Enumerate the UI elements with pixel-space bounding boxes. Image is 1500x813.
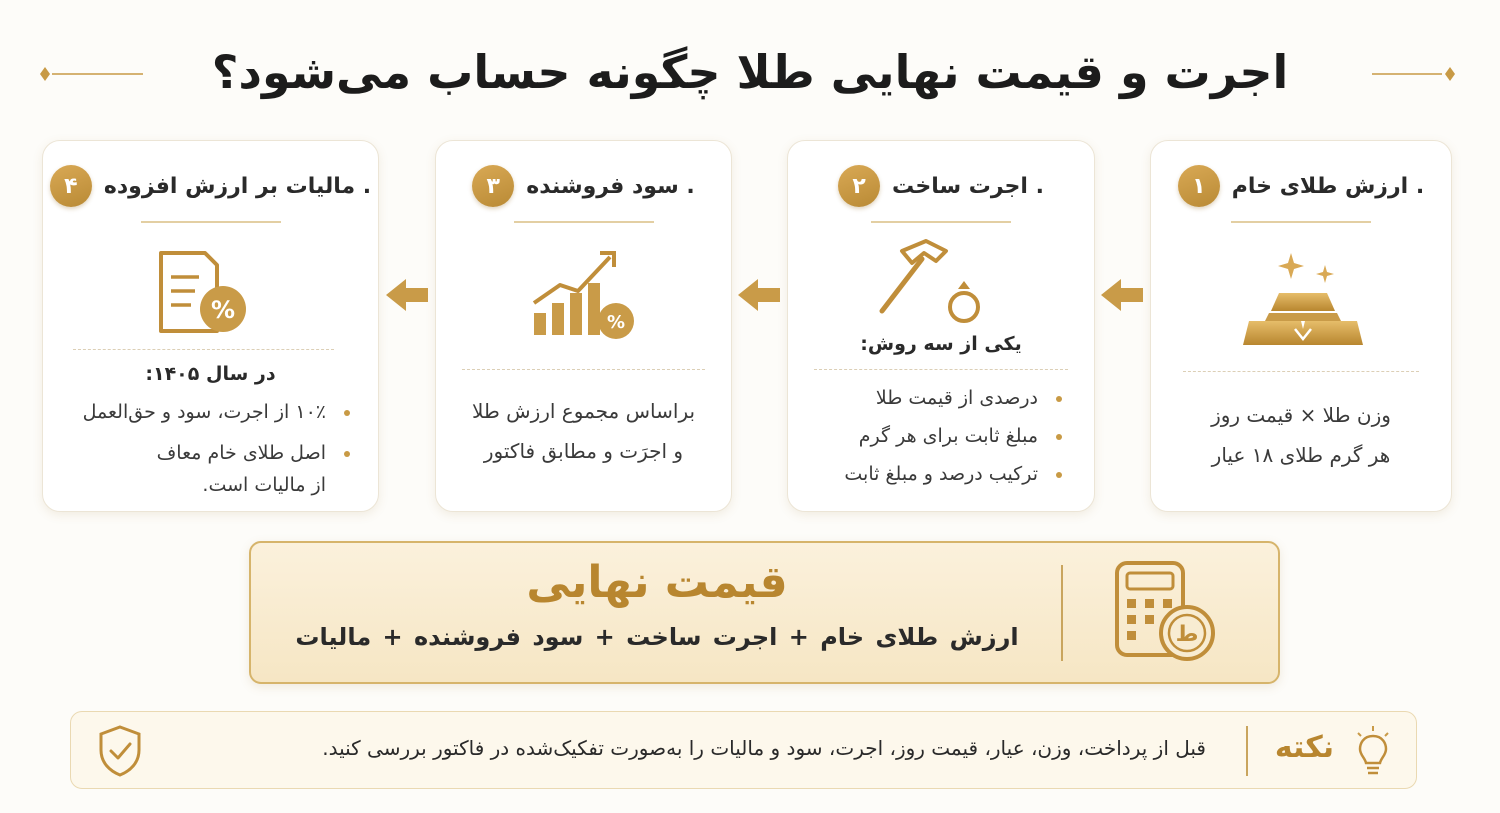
step-card-seller-profit — [435, 140, 732, 512]
card-title: . اجرت ساخت — [892, 173, 1044, 199]
calculator-toman-icon — [1113, 559, 1219, 667]
title-row — [0, 22, 1500, 122]
lightbulb-icon — [1352, 724, 1394, 778]
step-card-making-fee — [787, 140, 1095, 512]
header-divider — [514, 221, 654, 223]
card-header — [1151, 165, 1451, 207]
dashed-divider — [814, 369, 1068, 370]
methods-list — [844, 379, 1064, 493]
vat-list — [62, 393, 352, 501]
dashed-divider — [462, 369, 705, 370]
card-title: . مالیات بر ارزش افزوده — [103, 173, 372, 199]
svg-text:ط: ط — [1175, 622, 1199, 647]
description-line: وزن طلا × قیمت روز — [1211, 403, 1391, 427]
step-number-badge: ۱ — [1178, 165, 1220, 207]
card-header — [43, 165, 378, 207]
note-text: قبل از پرداخت، وزن، عیار، قیمت روز، اجرت، سود و مالیات را به‌صورت تفکیک‌شده در فاکتور بررسی کنید. — [322, 736, 1206, 760]
shield-check-icon — [97, 724, 143, 778]
header-divider — [871, 221, 1011, 223]
arrow-left-icon — [736, 277, 782, 313]
step-subtitle: در سال ۱۴۰۵: — [145, 363, 276, 385]
final-price-title: قیمت نهایی — [526, 557, 788, 608]
card-header — [788, 165, 1094, 207]
svg-text:%: % — [606, 312, 626, 333]
arrow-left-icon — [384, 277, 430, 313]
description-line: براساس مجموع ارزش طلا — [471, 399, 696, 423]
step-card-raw-gold — [1150, 140, 1452, 512]
ornament-right-icon — [1370, 64, 1465, 84]
vertical-divider — [1061, 565, 1063, 661]
step-number-badge: ۲ — [838, 165, 880, 207]
list-item: ۱۰٪ از اجرت، سود و حق‌العمل — [62, 393, 352, 431]
vertical-divider — [1246, 726, 1248, 776]
card-title: . سود فروشنده — [526, 173, 695, 199]
ornament-left-icon — [30, 64, 145, 84]
final-price-box — [249, 541, 1280, 684]
final-price-formula: ارزش طلای خام + اجرت ساخت + سود فروشنده + مالیات — [295, 623, 1019, 651]
step-number-badge: ۴ — [50, 165, 92, 207]
list-item: مبلغ ثابت برای هر گرم — [844, 417, 1064, 455]
hammer-ring-icon — [876, 237, 986, 329]
step-subtitle: یکی از سه روش: — [860, 333, 1022, 355]
list-item: درصدی از قیمت طلا — [844, 379, 1064, 417]
description-line: هر گرم طلای ۱۸ عیار — [1211, 443, 1391, 467]
note-label: نکته — [1274, 730, 1334, 765]
list-item: ترکیب درصد و مبلغ ثابت — [844, 455, 1064, 493]
header-divider — [1231, 221, 1371, 223]
step-card-vat — [42, 140, 379, 512]
step-description — [1151, 395, 1451, 475]
page-title: اجرت و قیمت نهایی طلا چگونه حساب می‌شود؟ — [211, 45, 1289, 99]
dashed-divider — [73, 349, 334, 350]
list-item: اصل طلای خام معاف از مالیات است. — [62, 437, 352, 501]
tax-document-percent-icon — [155, 245, 251, 337]
gold-bars-icon — [1239, 243, 1367, 351]
dashed-divider — [1183, 371, 1419, 372]
card-header — [436, 165, 731, 207]
description-line: و اجرَت و مطابق فاکتور — [483, 439, 684, 463]
growth-chart-percent-icon — [530, 247, 640, 343]
header-divider — [141, 221, 281, 223]
step-description — [436, 391, 731, 471]
arrow-left-icon — [1099, 277, 1145, 313]
card-title: . ارزش طلای خام — [1231, 173, 1425, 199]
svg-text:%: % — [210, 296, 236, 324]
note-box — [70, 711, 1417, 789]
step-number-badge: ۳ — [472, 165, 514, 207]
